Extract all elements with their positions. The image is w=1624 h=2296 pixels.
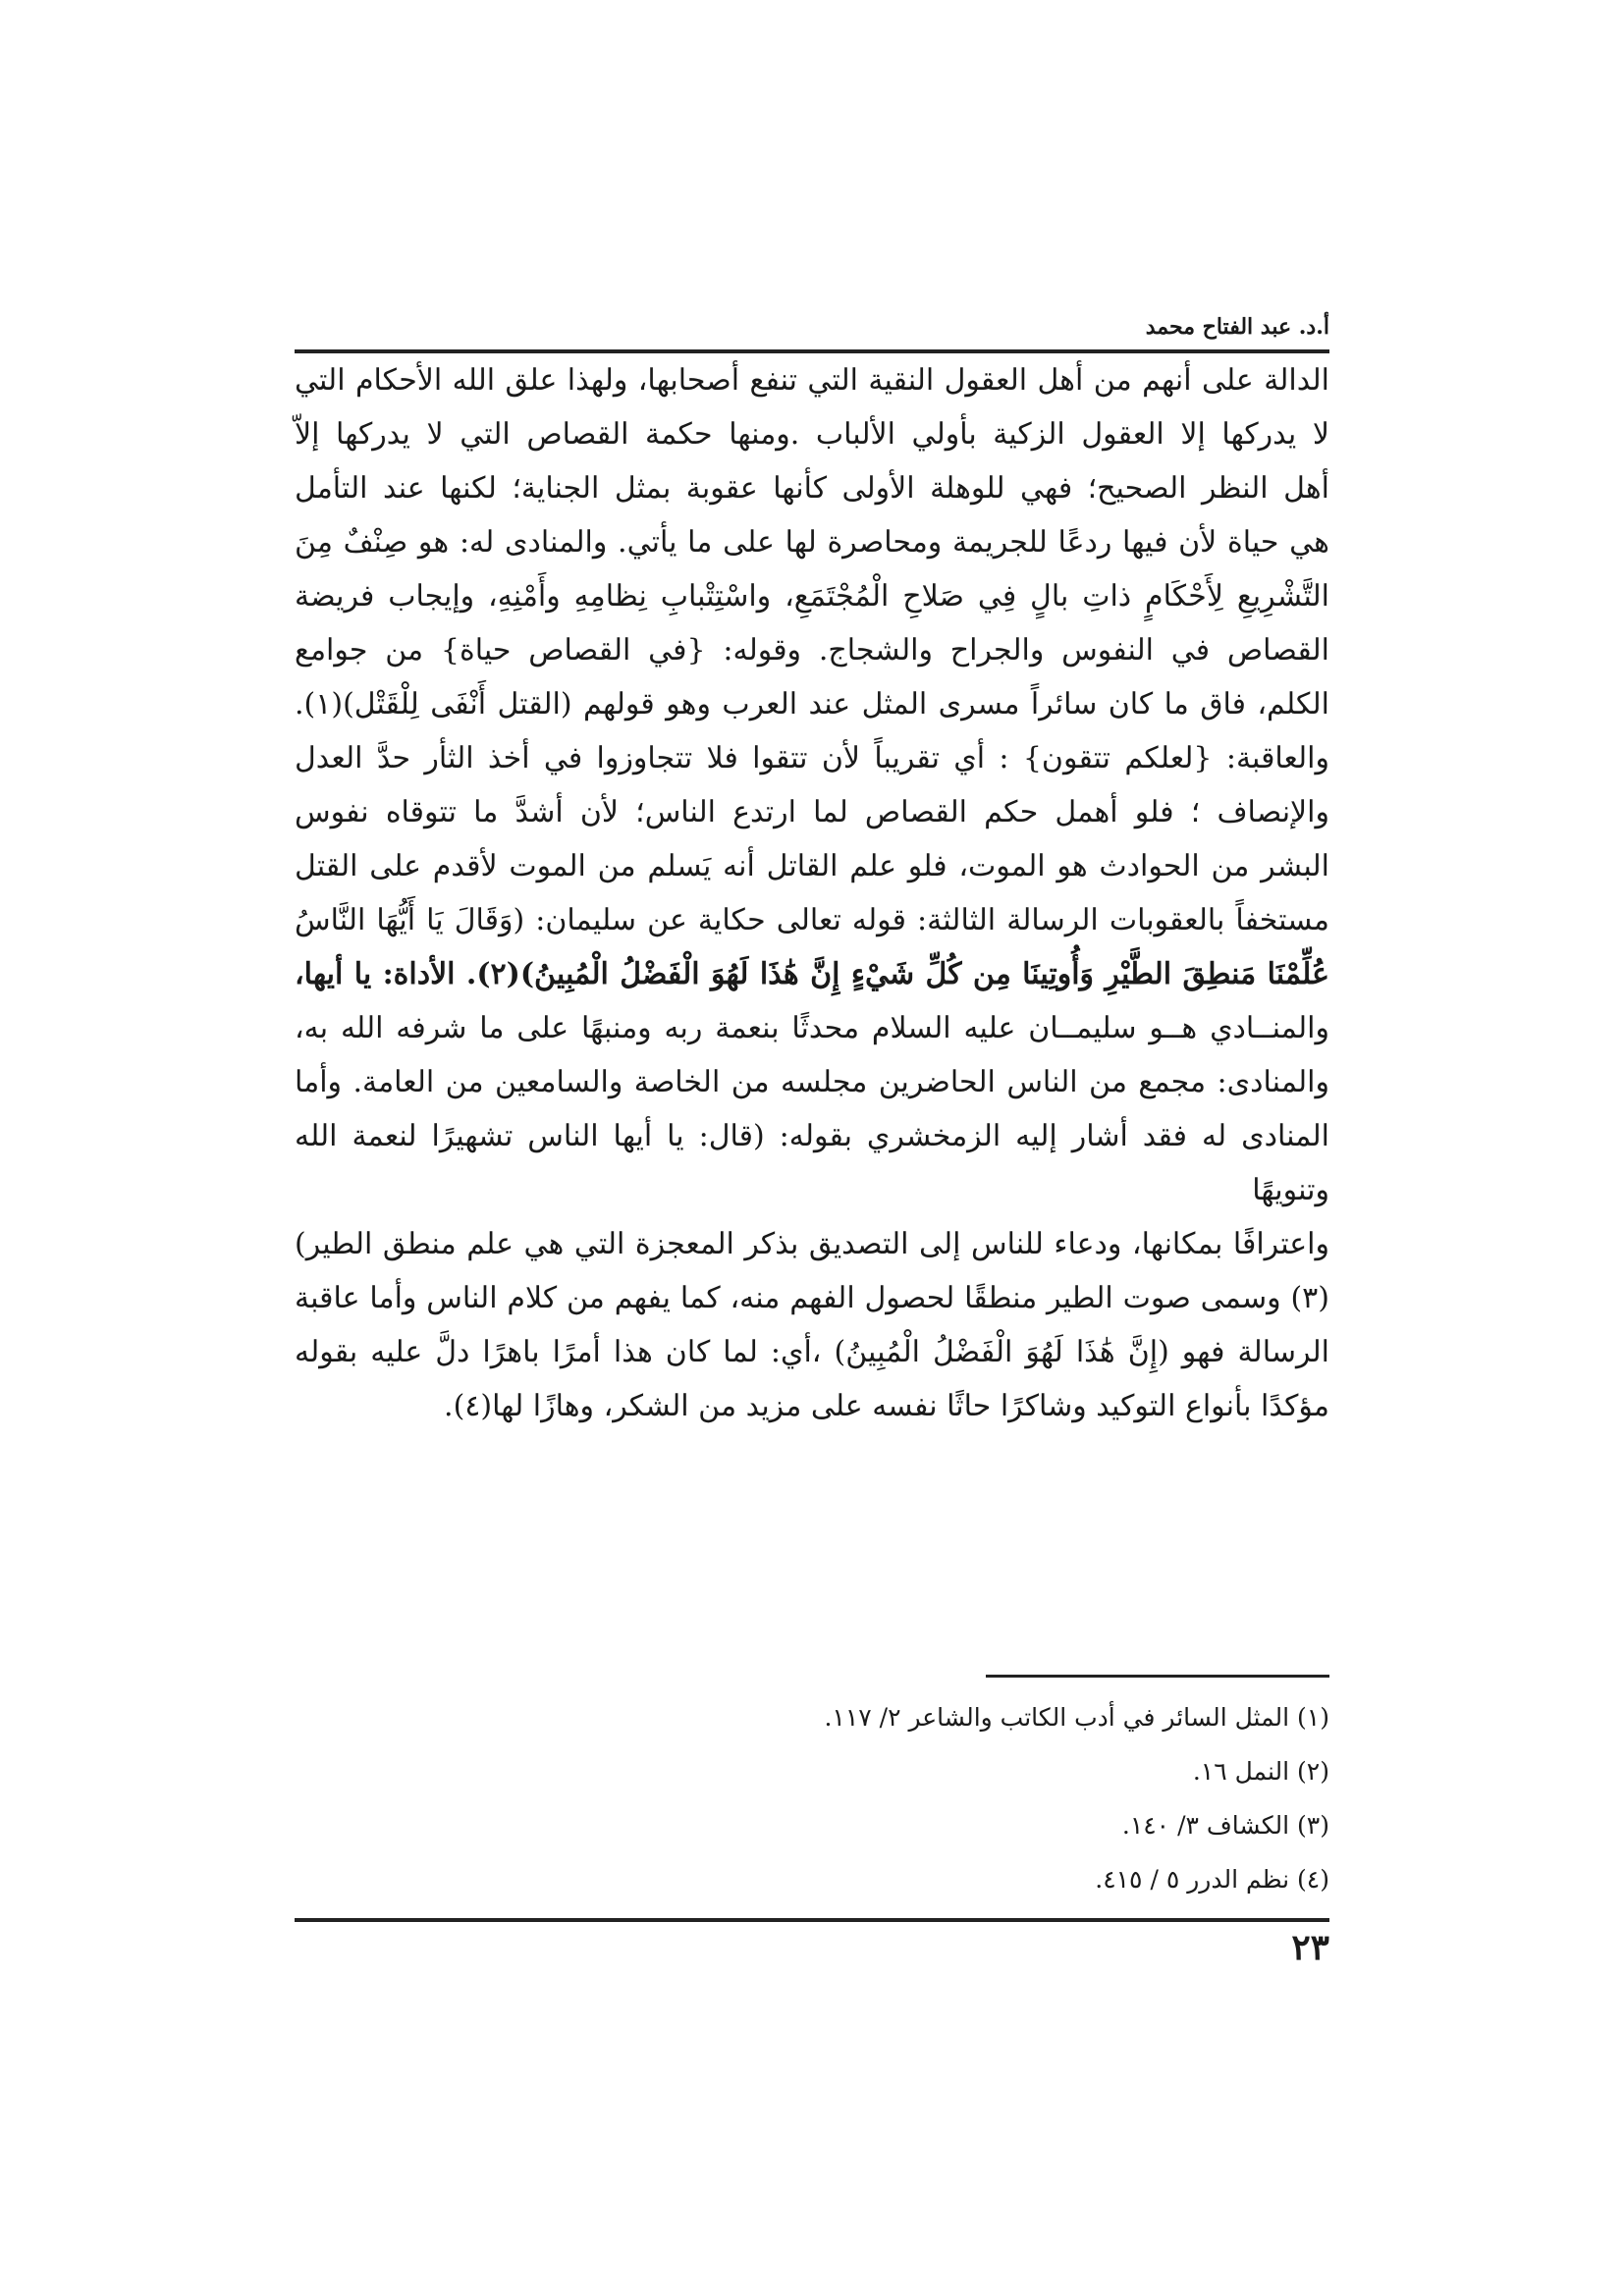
page-number: ٢٣ [1291, 1927, 1329, 1968]
text-line: والمنــادي هــو سليمــان عليه السلام محدثًا بنعمة ربه ومنبهًا على ما شرفه الله به، [295, 1011, 1329, 1045]
footnote-separator [986, 1675, 1329, 1678]
main-text [295, 353, 1329, 1433]
running-head-author: أ.د. عبد الفتاح محمد [1145, 314, 1329, 340]
text-line: لا يدركها إلا العقول الزكية بأولي الألباب .ومنها حكمة القصاص التي لا يدركها إلاّ [295, 417, 1329, 452]
text-line: الدالة على أنهم من أهل العقول النقية التي تنفع أصحابها، ولهذا علق الله الأحكام التي [295, 363, 1329, 398]
text-line: القصاص في النفوس والجراح والشجاج. وقوله: {في القصاص حياة} من جوامع [295, 633, 1329, 667]
footnote: (٢) النمل ١٦. [1192, 1757, 1329, 1786]
footer-rule [295, 1918, 1329, 1922]
text-line: والمنادى: مجمع من الناس الحاضرين مجلسه من الخاصة والسامعين من العامة. وأما [295, 1065, 1329, 1099]
footnote: (٣) الكشاف ٣/ ١٤٠. [1121, 1811, 1329, 1840]
footnote: (٤) نظم الدرر ٥ / ٤١٥. [1095, 1865, 1329, 1894]
footnotes [295, 1690, 1329, 1906]
footnote: (١) المثل السائر في أدب الكاتب والشاعر ٢/ ١١٧. [824, 1703, 1329, 1732]
text-line: الرسالة فهو (إِنَّ هَٰذَا لَهُوَ الْفَضْلُ الْمُبِينُ) ،أي: لما كان هذا أمرًا باهرًا دلَّ عليه بقوله [295, 1335, 1329, 1369]
text-line: والإنصاف ؛ فلو أهمل حكم القصاص لما ارتدع الناس؛ لأن أشدَّ ما تتوقاه نفوس [295, 795, 1329, 829]
quran-verse-line: عُلِّمْنَا مَنطِقَ الطَّيْرِ وَأُوتِينَا مِن كُلِّ شَيْءٍ إِنَّ هَٰذَا لَهُوَ الْفَضْلُ الْمُبِينُ)(٢). الأداة: يا أيها، [295, 957, 1329, 991]
text-line: مؤكدًا بأنواع التوكيد وشاكرًا حاثًا نفسه على مزيد من الشكر، وهازًا لها(٤). [444, 1389, 1329, 1423]
text-line: المنادى له فقد أشار إليه الزمخشري بقوله: (قال: يا أيها الناس تشهيرًا لنعمة الله وتنويهًا [295, 1119, 1329, 1207]
text-line: هي حياة لأن فيها ردعًا للجريمة ومحاصرة لها على ما يأتي. والمنادى له: هو صِنْفٌ مِنَ [295, 525, 1329, 560]
text-line: والعاقبة: {لعلكم تتقون} : أي تقريباً لأن تتقوا فلا تتجاوزوا في أخذ الثأر حدَّ العدل [295, 741, 1329, 775]
text-line: واعترافًا بمكانها، ودعاء للناس إلى التصديق بذكر المعجزة التي هي علم منطق الطير) [295, 1227, 1329, 1261]
text-line: البشر من الحوادث هو الموت، فلو علم القاتل أنه يَسلم من الموت لأقدم على القتل [295, 849, 1329, 883]
text-line: أهل النظر الصحيح؛ فهي للوهلة الأولى كأنها عقوبة بمثل الجناية؛ لكنها عند التأمل [295, 471, 1329, 506]
text-line: التَّشْرِيعِ لِأَحْكَامٍ ذاتِ بالٍ فِي صَلاحِ الْمُجْتَمَعِ، واسْتِتْبابِ نِظامِهِ وأَمْنِهِ، وإيجاب فريضة [295, 579, 1329, 614]
text-line: مستخفاً بالعقوبات الرسالة الثالثة: قوله تعالى حكاية عن سليمان: (وَقَالَ يَا أَيُّهَا النَّاسُ [295, 903, 1329, 937]
text-line: (٣) وسمى صوت الطير منطقًا لحصول الفهم منه، كما يفهم من كلام الناس وأما عاقبة [295, 1281, 1329, 1315]
text-line: الكلم، فاق ما كان سائراً مسرى المثل عند العرب وهو قولهم (القتل أَنْفَى لِلْقَتْل)(١). [295, 687, 1329, 721]
